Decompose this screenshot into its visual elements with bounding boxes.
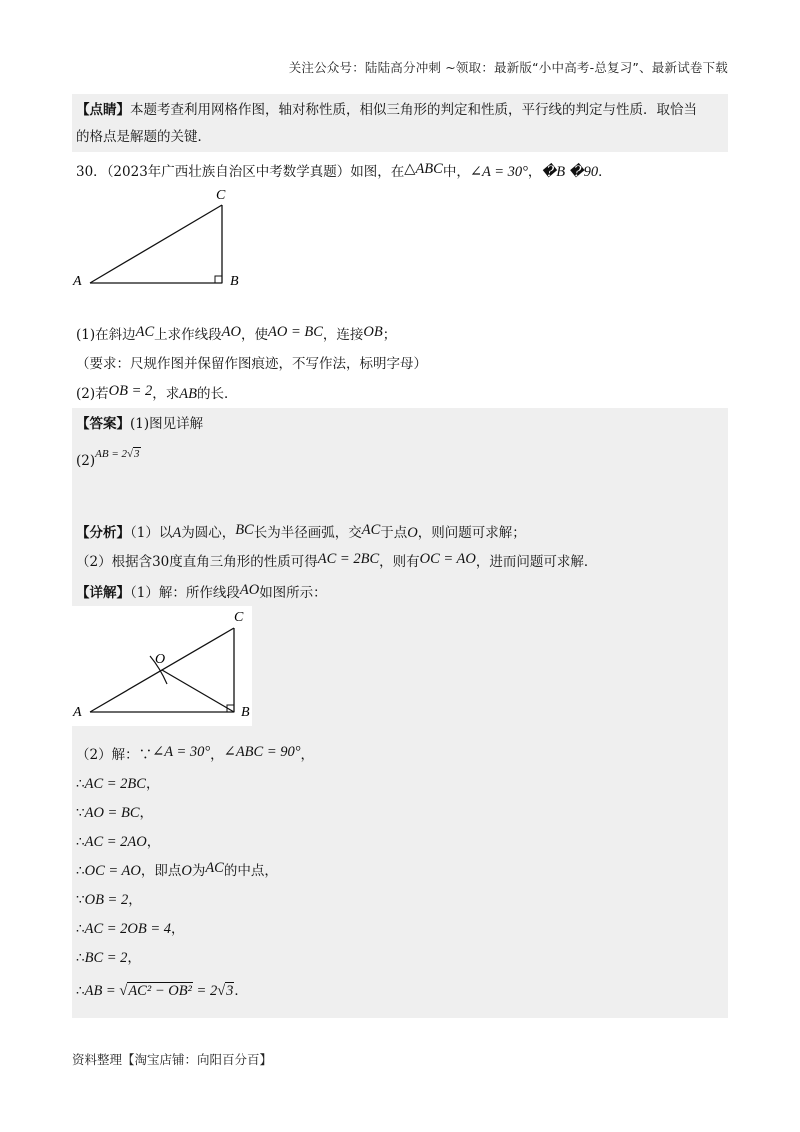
problem-number: 30． — [76, 164, 107, 180]
page-header: 关注公众号：陆陆高分冲刺 ~领取：最新版“小中高考-总复习”、最新试卷下载 — [288, 60, 728, 75]
requirement-note: （要求：尺规作图并保留作图痕迹，不写作法，标明字母） — [76, 356, 427, 372]
page-footer: 资料整理【淘宝店铺：向阳百分百】 — [72, 1052, 273, 1067]
dianjing-line-2 — [76, 128, 211, 146]
dianjing-line-1 — [76, 101, 697, 119]
solution-line-3: ∴AC = 2AO， — [76, 834, 161, 850]
solution-line-2: ∵AO = BC， — [76, 805, 153, 821]
problem-statement: 30．（2023年广西壮族自治区中考数学真题）如图，在△ABC中，∠A = 30°，�B �90． — [76, 161, 612, 180]
side-ac — [90, 205, 222, 283]
right-angle-mark — [215, 276, 222, 283]
answer-line-1: 【答案】(1)图见详解 — [76, 416, 204, 432]
vertex-label-a: A — [73, 274, 82, 289]
angle-b: �B �90 — [541, 164, 599, 180]
dianjing-text-1: 本题考查利用网格作图，轴对称性质，相似三角形的判定和性质，平行线的判定与性质．取恰当 — [130, 102, 697, 118]
solution-line-8: ∴AB = √AC² − OB² = 2√3． — [76, 983, 248, 999]
analysis-line-1: 【分析】（1）以A为圆心，BC长为半径画弧，交AC于点O，则问题可求解； — [76, 522, 526, 541]
vertex-label-c: C — [234, 610, 244, 625]
solution-line-0: （2）解：∵∠A = 30°，∠ABC = 90°， — [76, 744, 315, 763]
part-2: (2)若OB = 2，求AB的长． — [76, 383, 238, 402]
triangle-abc: △ABC — [404, 161, 443, 177]
solution-line-1: ∴AC = 2BC， — [76, 776, 160, 792]
detail-label: 【详解】 — [76, 585, 130, 601]
vertex-label-b: B — [241, 705, 250, 720]
part-1: (1)在斜边AC上求作线段AO，使AO = BC，连接OB； — [76, 324, 397, 343]
solution-line-6: ∴AC = 2OB = 4， — [76, 921, 185, 937]
vertex-label-a: A — [73, 705, 82, 720]
problem-source: （2023年广西壮族自治区中考数学真题）如图，在 — [106, 164, 405, 180]
dianjing-label: 【点睛】 — [76, 102, 130, 118]
figure-triangle-1 — [70, 185, 250, 295]
detail-line-1: 【详解】（1）解：所作线段AO如图所示： — [76, 582, 327, 601]
analysis-label: 【分析】 — [76, 525, 130, 541]
answer-line-2: $(2)^{AB = 2√3}$ — [76, 448, 140, 469]
figure-triangle-2 — [70, 606, 255, 726]
point-label-o: O — [155, 652, 166, 667]
solution-line-5: ∵OB = 2， — [76, 892, 142, 908]
solution-line-7: ∴BC = 2， — [76, 950, 141, 966]
answer-label: 【答案】 — [76, 416, 130, 432]
analysis-line-2: （2）根据含30度直角三角形的性质可得AC = 2BC，则有OC = AO，进而问题可求解． — [76, 551, 598, 570]
vertex-label-b: B — [230, 274, 239, 289]
dianjing-text-2: 的格点是解题的关键． — [76, 129, 211, 145]
segment-ob — [162, 670, 234, 712]
solution-line-4: ∴OC = AO，即点O为AC的中点， — [76, 860, 278, 879]
angle-a: ∠A = 30° — [469, 164, 528, 180]
vertex-label-c: C — [216, 188, 226, 203]
